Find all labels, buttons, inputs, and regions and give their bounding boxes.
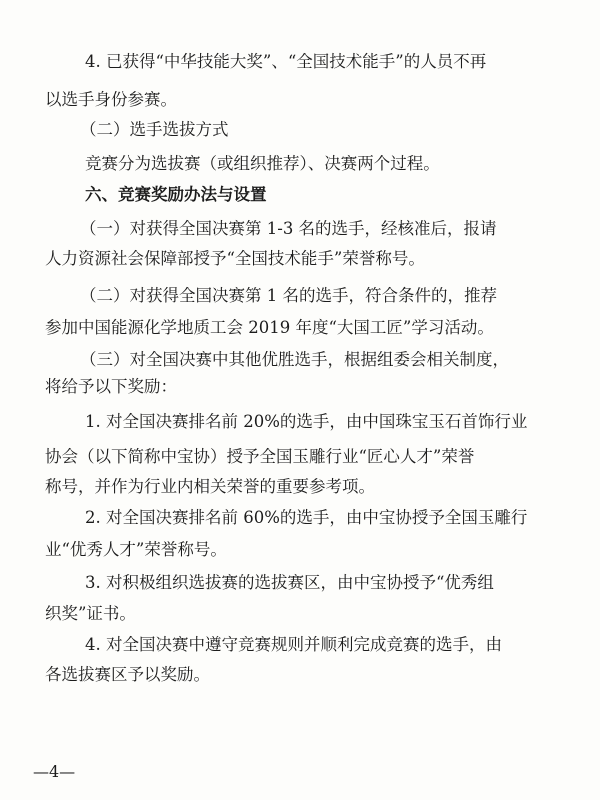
paragraph-line: 业“优秀人才”荣誉称号。 — [45, 540, 227, 559]
paragraph-line: 以选手身份参赛。 — [45, 90, 177, 109]
paragraph-line: 3. 对积极组织选拔赛的选拔赛区，由中宝协授予“优秀组 — [85, 573, 494, 592]
paragraph-line: 竞赛分为选拔赛（或组织推荐）、决赛两个过程。 — [85, 154, 440, 173]
paragraph-line: 织奖”证书。 — [45, 604, 136, 623]
paragraph-line: 协会（以下简称中宝协）授予全国玉雕行业“匠心人才”荣誉 — [45, 447, 475, 466]
paragraph-line: （一）对获得全国决赛第 1-3 名的选手，经核准后，报请 — [80, 219, 497, 238]
section-subheading: （二）选手选拔方式 — [80, 120, 229, 139]
paragraph-line: 称号，并作为行业内相关荣誉的重要参考项。 — [45, 477, 375, 496]
paragraph-line: 将给予以下奖励： — [45, 377, 177, 396]
paragraph-line: （三）对全国决赛中其他优胜选手，根据组委会相关制度， — [80, 350, 509, 369]
paragraph-line: （二）对获得全国决赛第 1 名的选手，符合条件的，推荐 — [80, 286, 497, 305]
paragraph-line: 1. 对全国决赛排名前 20%的选手，由中国珠宝玉石首饰行业 — [85, 412, 528, 431]
page-number: —4— — [33, 762, 76, 781]
paragraph-line: 2. 对全国决赛排名前 60%的选手，由中宝协授予全国玉雕行 — [85, 508, 528, 527]
section-heading: 六、竞赛奖励办法与设置 — [85, 185, 267, 204]
paragraph-line: 人力资源社会保障部授予“全国技术能手”荣誉称号。 — [45, 249, 425, 268]
paragraph-line: 各选拔赛区予以奖励。 — [45, 665, 210, 684]
paragraph-line: 4. 已获得“中华技能大奖”、“全国技术能手”的人员不再 — [85, 52, 487, 71]
paragraph-line: 参加中国能源化学地质工会 2019 年度“大国工匠”学习活动。 — [45, 318, 494, 337]
paragraph-line: 4. 对全国决赛中遵守竞赛规则并顺利完成竞赛的选手，由 — [85, 635, 502, 654]
